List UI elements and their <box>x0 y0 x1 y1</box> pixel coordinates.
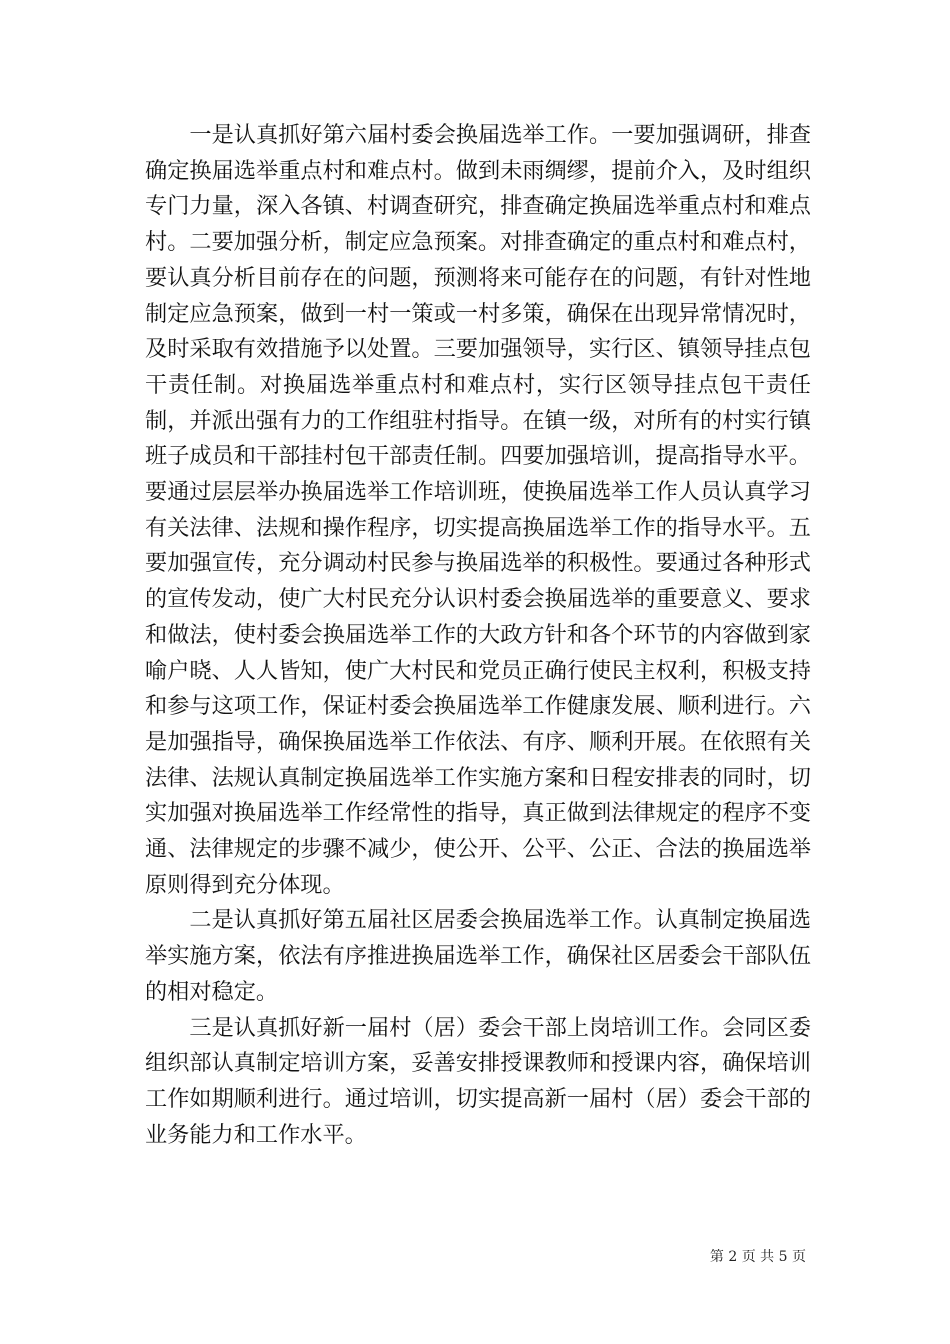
page-number-footer: 第 2 页 共 5 页 <box>709 1249 806 1265</box>
paragraph-3: 三是认真抓好新一届村（居）委会干部上岗培训工作。会同区委组织部认真制定培训方案，妥善安排授课教师和授课内容，确保培训工作如期顺利进行。通过培训，切实提高新一届村（居）委会干部的业务能力和工作水平。 <box>145 1014 811 1148</box>
paragraph-1: 一是认真抓好第六届村委会换届选举工作。一要加强调研，排查确定换届选举重点村和难点村。做到未雨绸缪，提前介入，及时组织专门力量，深入各镇、村调查研究，排查确定换届选举重点村和难点村。二要加强分析，制定应急预案。对排查确定的重点村和难点村，要认真分析目前存在的问题，预测将来可能存在的问题，有针对性地制定应急预案，做到一村一策或一村多策，确保在出现异常情况时，及时采取有效措施予以处置。三要加强领导，实行区、镇领导挂点包干责任制。对换届选举重点村和难点村，实行区领导挂点包干责任制，并派出强有力的工作组驻村指导。在镇一级，对所有的村实行镇班子成员和干部挂村包干部责任制。四要加强培训，提高指导水平。要通过层层举办换届选举工作培训班，使换届选举工作人员认真学习有关法律、法规和操作程序，切实提高换届选举工作的指导水平。五要加强宣传，充分调动村民参与换届选举的积极性。要通过各种形式的宣传发动，使广大村民充分认识村委会换届选举的重要意义、要求和做法，使村委会换届选举工作的大政方针和各个环节的内容做到家喻户晓、人人皆知，使广大村民和党员正确行使民主权利，积极支持和参与这项工作，保证村委会换届选举工作健康发展、顺利进行。六是加强指导，确保换届选举工作依法、有序、顺利开展。在依照有关法律、法规认真制定换届选举工作实施方案和日程安排表的同时，切实加强对换届选举工作经常性的指导，真正做到法律规定的程序不变通、法律规定的步骤不减少，使公开、公平、公正、合法的换届选举原则得到充分体现。 <box>145 122 811 898</box>
paragraph-2: 二是认真抓好第五届社区居委会换届选举工作。认真制定换届选举实施方案，依法有序推进换届选举工作，确保社区居委会干部队伍的相对稳定。 <box>145 907 811 1005</box>
document-body <box>145 118 811 1153</box>
